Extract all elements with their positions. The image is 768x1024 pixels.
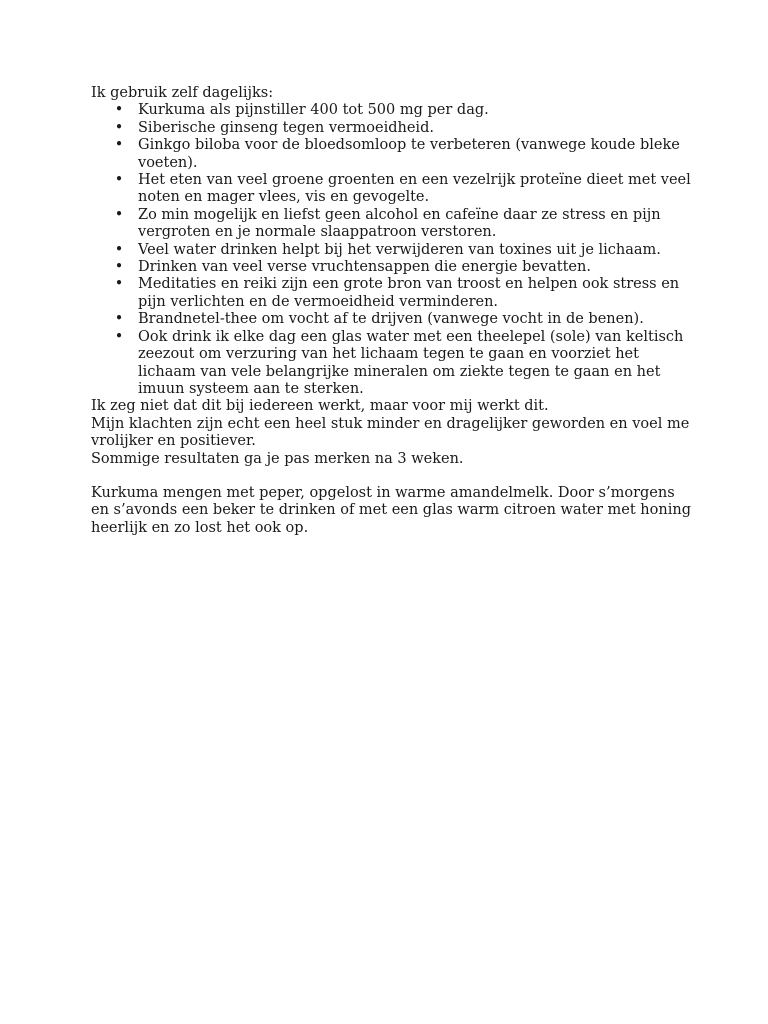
list-item [91,242,691,259]
bullet-icon: • [114,172,124,189]
bullet-icon: • [114,311,124,328]
bullet-icon: • [114,102,124,119]
intro-line: Ik gebruik zelf dagelijks: [91,85,274,101]
list-item [91,120,691,137]
document-page [91,85,691,537]
list-item-text: Het eten van veel groene groenten en een vezelrijk proteïne dieet met veel noten en mager vlees, vis en gevogelte. [138,172,691,206]
statement-line: Sommige resultaten ga je pas merken na 3 weken. [91,450,464,467]
list-item-text: Siberische ginseng tegen vermoeidheid. [138,119,434,136]
list-item [91,207,691,242]
list-item-text: Ginkgo biloba voor de bloedsomloop te verbeteren (vanwege koude bleke voeten). [138,137,680,171]
list-item [91,311,691,328]
list-item [91,102,691,119]
closing-paragraph: Kurkuma mengen met peper, opgelost in warme amandelmelk. Door s’morgens en s’avonds een beker te drinken of met een glas warm citroen water met honing heerlijk en zo lost het ook op. [91,484,691,536]
bullet-icon: • [114,137,124,154]
bullet-icon: • [114,276,124,293]
paragraph-gap [91,468,691,485]
list-item-text: Veel water drinken helpt bij het verwijderen van toxines uit je lichaam. [138,241,661,258]
bullet-icon: • [114,241,124,258]
remedy-list [91,102,691,398]
bullet-icon: • [114,328,124,345]
statement-line: Mijn klachten zijn echt een heel stuk minder en dragelijker geworden en voel me vrolijker en positiever. [91,415,690,450]
list-item [91,276,691,311]
list-item [91,329,691,399]
list-item-text: Meditaties en reiki zijn een grote bron van troost en helpen ook stress en pijn verlichten en de vermoeidheid verminderen. [138,276,680,310]
list-item-text: Ook drink ik elke dag een glas water met een theelepel (sole) van keltisch zeezout om verzuring van het lichaam tegen te gaan en voorziet het lichaam van vele belangrijke mineralen om ziekte tegen te gaan en het imuun systeem aan te sterken. [138,328,684,397]
bullet-icon: • [114,206,124,223]
list-item [91,259,691,276]
statement-line: Ik zeg niet dat dit bij iedereen werkt, maar voor mij werkt dit. [91,398,549,415]
list-item [91,137,691,172]
list-item-text: Drinken van veel verse vruchtensappen die energie bevatten. [138,259,591,276]
bullet-icon: • [114,119,124,136]
list-item [91,172,691,207]
list-item-text: Kurkuma als pijnstiller 400 tot 500 mg per dag. [138,102,489,119]
list-item-text: Zo min mogelijk en liefst geen alcohol en cafeïne daar ze stress en pijn vergroten en je normale slaappatroon verstoren. [138,206,661,241]
list-item-text: Brandnetel-thee om vocht af te drijven (vanwege vocht in de benen). [138,311,644,328]
bullet-icon: • [114,259,124,276]
